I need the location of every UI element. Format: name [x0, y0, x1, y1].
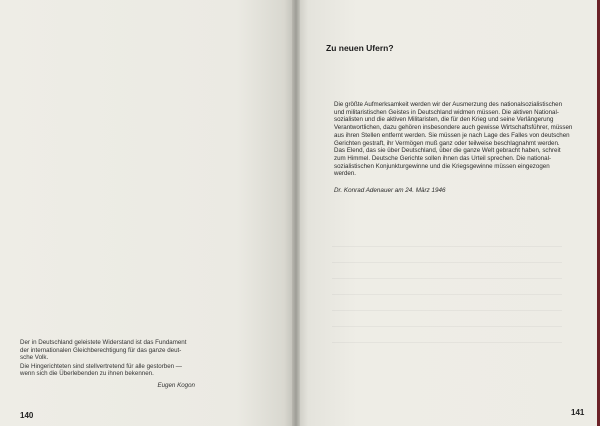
page-title: Zu neuen Ufern? [326, 43, 394, 53]
show-through-line [332, 278, 562, 279]
page-number-right: 141 [571, 408, 585, 417]
quote-author: Eugen Kogon [157, 381, 195, 389]
body-line: sozialisten und die aktiven Militaristen, die für den Krieg und seine Verlängerung [334, 116, 554, 124]
quote-line: wenn sich die Überlebenden zu ihnen bekennen. [20, 370, 154, 378]
show-through-line [332, 294, 562, 295]
left-page [0, 0, 296, 426]
body-line: Gerichten gestraft, ihr Vermögen muß ganz oder teilweise beschlagnahmt werden. [334, 139, 560, 147]
quote-line: Der in Deutschland geleistete Widerstand ist das Fundament [20, 339, 187, 346]
show-through-line [332, 342, 562, 343]
show-through-line [332, 310, 562, 311]
show-through-line [332, 326, 562, 327]
body-line: Die größte Aufmerksamkeit werden wir der Ausmerzung des nationalsozialistischen [334, 101, 563, 108]
body-line: Das Elend, das sie über Deutschland, über die ganze Welt gebracht haben, schreit [334, 147, 561, 155]
body-line: sozialistischen Konjunkturgewinne und die Kriegsgewinne müssen eingezogen [334, 162, 550, 170]
adenauer-quote [334, 101, 573, 178]
page-number-left: 140 [20, 411, 34, 420]
book-gutter [292, 0, 300, 426]
quote-line: der internationalen Gleichberechtigung für das ganze deut- [20, 346, 182, 354]
show-through-line [332, 246, 562, 247]
body-line: zum Himmel. Deutsche Gerichte sollen ihnen das Urteil sprechen. Die national- [334, 154, 552, 162]
body-line: werden. [334, 170, 357, 178]
kogon-quote [20, 339, 195, 390]
quote-paragraph-1 [20, 339, 195, 362]
body-line: und militaristischen Geistes in Deutschland widmen müssen. Die aktiven National- [334, 108, 559, 116]
quote-line: sche Volk. [20, 354, 49, 362]
body-line: aus ihren Stellen entfernt werden. Sie müssen je nach Lage des Falles von deutschen [334, 131, 570, 139]
body-line: Verantwortlichen, dazu gehören insbesondere auch gewisse Wirtschaftsführer, müssen [334, 124, 573, 132]
right-page [296, 0, 600, 426]
quote-line: Die Hingerichteten sind stellvertretend für alle gestorben — [20, 362, 182, 370]
show-through-line [332, 262, 562, 263]
quote-paragraph-2 [20, 363, 195, 378]
quote-signature: Dr. Konrad Adenauer am 24. März 1946 [334, 187, 446, 194]
